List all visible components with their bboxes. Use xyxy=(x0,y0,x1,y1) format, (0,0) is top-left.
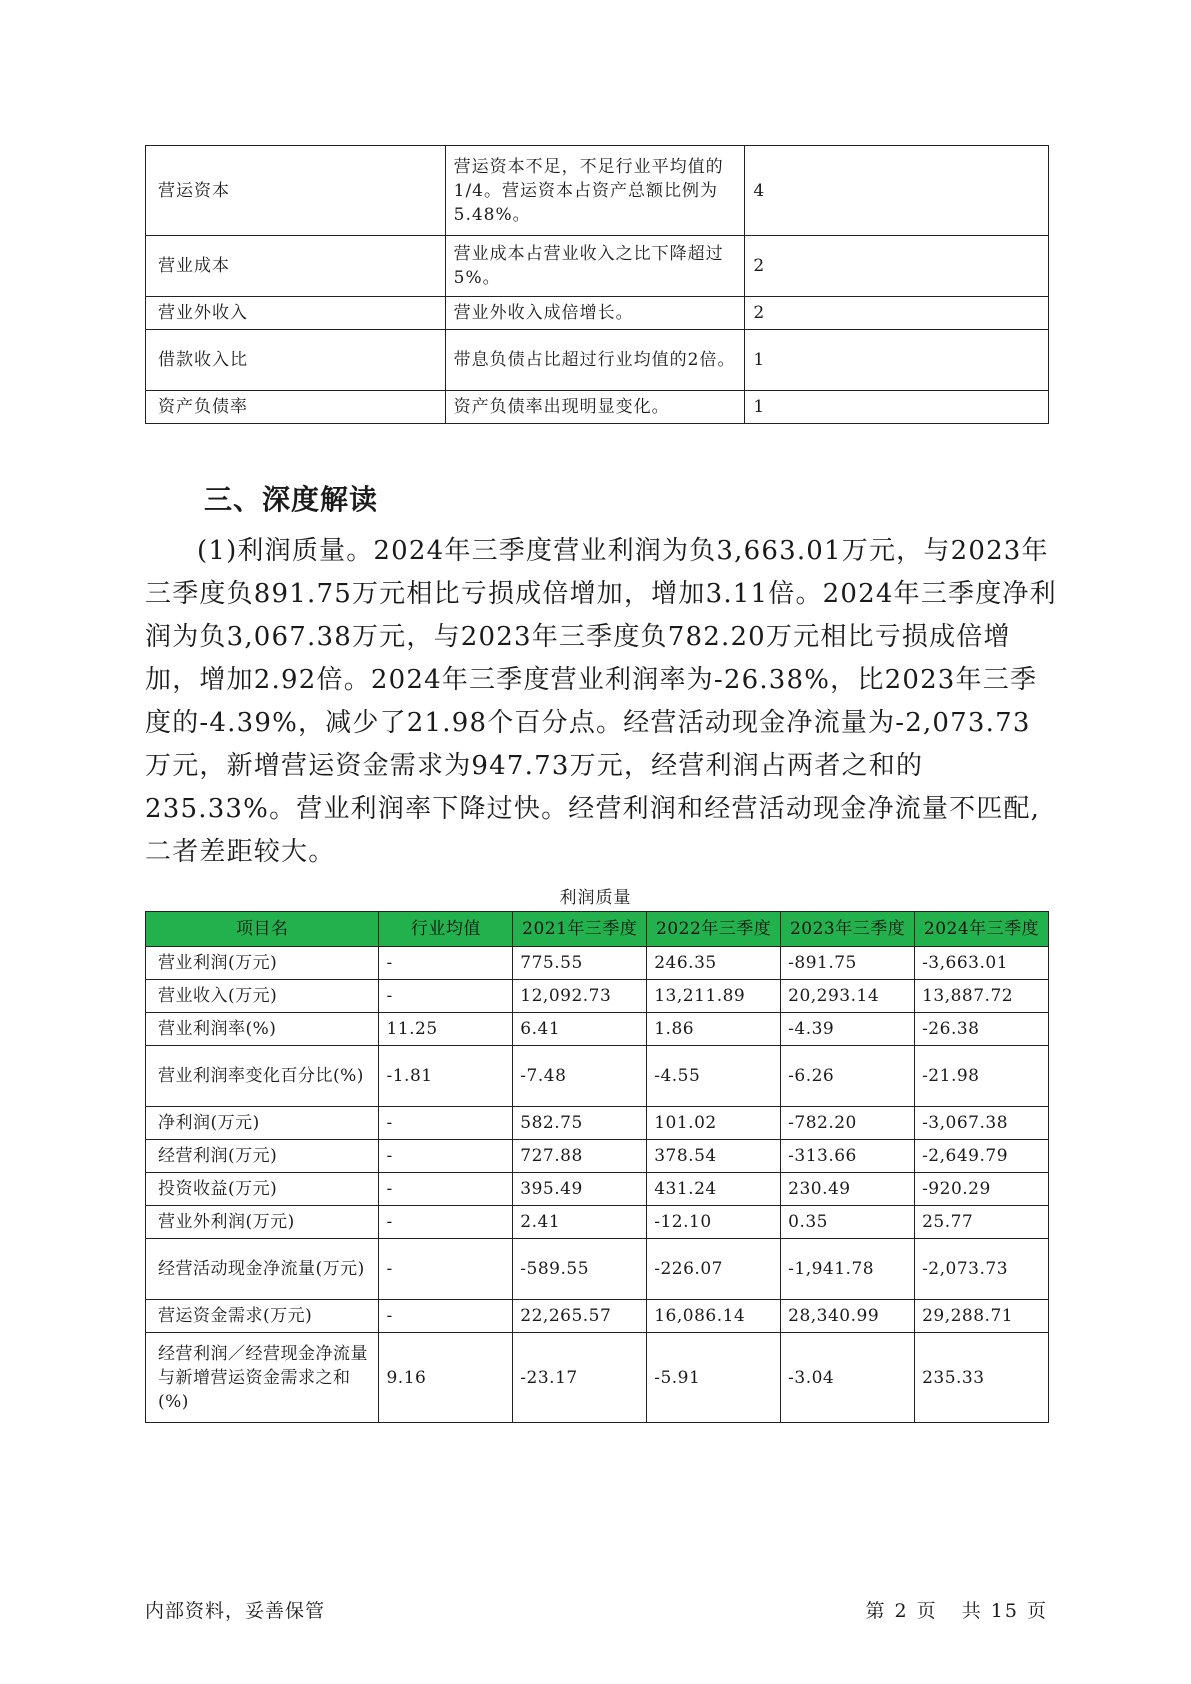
indicator-score: 1 xyxy=(745,391,1049,424)
table-row xyxy=(146,1239,1049,1300)
indicator-score: 2 xyxy=(745,236,1049,297)
table-cell: -2,649.79 xyxy=(915,1140,1049,1173)
section-heading: 三、深度解读 xyxy=(204,483,379,516)
table-cell: -26.38 xyxy=(915,1013,1049,1046)
table-cell: - xyxy=(379,1173,513,1206)
table-cell: -3.04 xyxy=(781,1333,915,1423)
table-cell: -3,067.38 xyxy=(915,1107,1049,1140)
table-cell: 582.75 xyxy=(513,1107,647,1140)
table-cell: -589.55 xyxy=(513,1239,647,1300)
table-cell: -2,073.73 xyxy=(915,1239,1049,1300)
profit-quality-table xyxy=(145,911,1049,1423)
row-label: 营业利润率变化百分比(%) xyxy=(146,1046,379,1107)
table-row xyxy=(146,330,1049,391)
indicator-description: 营运资本不足，不足行业平均值的1/4。营运资本占资产总额比例为5.48%。 xyxy=(445,146,745,236)
table-cell: 1.86 xyxy=(647,1013,781,1046)
indicator-description: 营业成本占营业收入之比下降超过5%。 xyxy=(445,236,745,297)
table-row xyxy=(146,1300,1049,1333)
table-row xyxy=(146,1013,1049,1046)
row-label: 营业外利润(万元) xyxy=(146,1206,379,1239)
table-cell: -6.26 xyxy=(781,1046,915,1107)
table-row xyxy=(146,1107,1049,1140)
footer-confidential-note: 内部资料，妥善保管 xyxy=(145,1600,326,1622)
table-cell: -12.10 xyxy=(647,1206,781,1239)
table-cell: - xyxy=(379,1239,513,1300)
table-cell: 395.49 xyxy=(513,1173,647,1206)
table-cell: -7.48 xyxy=(513,1046,647,1107)
indicator-name: 营业成本 xyxy=(146,236,446,297)
table-cell: 25.77 xyxy=(915,1206,1049,1239)
indicator-name: 营运资本 xyxy=(146,146,446,236)
table-cell: 9.16 xyxy=(379,1333,513,1423)
indicator-description: 带息负债占比超过行业均值的2倍。 xyxy=(445,330,745,391)
table-cell: 230.49 xyxy=(781,1173,915,1206)
table-cell: - xyxy=(379,1140,513,1173)
table-row xyxy=(146,980,1049,1013)
table-cell: -4.39 xyxy=(781,1013,915,1046)
table-cell: - xyxy=(379,947,513,980)
table-cell: 13,887.72 xyxy=(915,980,1049,1013)
table-row xyxy=(146,1333,1049,1423)
table-row xyxy=(146,297,1049,330)
indicator-score: 1 xyxy=(745,330,1049,391)
indicator-score: 4 xyxy=(745,146,1049,236)
indicator-name: 营业外收入 xyxy=(146,297,446,330)
table-cell: 775.55 xyxy=(513,947,647,980)
indicator-name: 资产负债率 xyxy=(146,391,446,424)
row-label: 营业收入(万元) xyxy=(146,980,379,1013)
table-cell: 12,092.73 xyxy=(513,980,647,1013)
column-header: 项目名 xyxy=(146,912,379,947)
row-label: 净利润(万元) xyxy=(146,1107,379,1140)
row-label: 经营利润(万元) xyxy=(146,1140,379,1173)
table-cell: -782.20 xyxy=(781,1107,915,1140)
table-cell: -313.66 xyxy=(781,1140,915,1173)
indicator-description: 营业外收入成倍增长。 xyxy=(445,297,745,330)
row-label: 营业利润率(%) xyxy=(146,1013,379,1046)
table-row xyxy=(146,146,1049,236)
table-header-row xyxy=(146,912,1049,947)
table-cell: -5.91 xyxy=(647,1333,781,1423)
table-row xyxy=(146,1046,1049,1107)
table-cell: -21.98 xyxy=(915,1046,1049,1107)
table-cell: 29,288.71 xyxy=(915,1300,1049,1333)
table-cell: 11.25 xyxy=(379,1013,513,1046)
table-cell: 6.41 xyxy=(513,1013,647,1046)
column-header: 行业均值 xyxy=(379,912,513,947)
table-row xyxy=(146,1140,1049,1173)
table-cell: - xyxy=(379,1300,513,1333)
table-cell: - xyxy=(379,1107,513,1140)
table-cell: 2.41 xyxy=(513,1206,647,1239)
table-cell: 22,265.57 xyxy=(513,1300,647,1333)
profit-table-body xyxy=(146,947,1049,1423)
column-header: 2023年三季度 xyxy=(781,912,915,947)
indicator-description: 资产负债率出现明显变化。 xyxy=(445,391,745,424)
table-cell: 28,340.99 xyxy=(781,1300,915,1333)
table-cell: 13,211.89 xyxy=(647,980,781,1013)
table-cell: -226.07 xyxy=(647,1239,781,1300)
analysis-paragraph: (1)利润质量。2024年三季度营业利润为负3,663.01万元，与2023年三季度负891.75万元相比亏损成倍增加，增加3.11倍。2024年三季度净利润为负3,067.38万元，与2023年三季度负782.20万元相比亏损成倍增加，增加2.92倍。2024年三季度营业利润率为-26.38%，比2023年三季度的-4.39%，减少了21.98个百分点。经营活动现金净流量为-2,073.73万元，新增营运资金需求为947.73万元，经营利润占两者之和的235.33%。营业利润率下降过快。经营利润和经营活动现金净流量不匹配,二者差距较大。 xyxy=(145,536,1057,867)
table-row xyxy=(146,1206,1049,1239)
table-cell: - xyxy=(379,1206,513,1239)
table-cell: 20,293.14 xyxy=(781,980,915,1013)
table-cell: 0.35 xyxy=(781,1206,915,1239)
indicator-score: 2 xyxy=(745,297,1049,330)
table-cell: -4.55 xyxy=(647,1046,781,1107)
table-row xyxy=(146,391,1049,424)
risk-indicator-table xyxy=(145,145,1049,424)
column-header: 2024年三季度 xyxy=(915,912,1049,947)
row-label: 投资收益(万元) xyxy=(146,1173,379,1206)
column-header: 2022年三季度 xyxy=(647,912,781,947)
table-cell: 431.24 xyxy=(647,1173,781,1206)
table-cell: 246.35 xyxy=(647,947,781,980)
table-row xyxy=(146,236,1049,297)
table-cell: -3,663.01 xyxy=(915,947,1049,980)
table-cell: -920.29 xyxy=(915,1173,1049,1206)
table-cell: -1,941.78 xyxy=(781,1239,915,1300)
table-cell: 378.54 xyxy=(647,1140,781,1173)
indicator-name: 借款收入比 xyxy=(146,330,446,391)
table-cell: -23.17 xyxy=(513,1333,647,1423)
footer-page-number: 第 2 页 共 15 页 xyxy=(865,1600,1048,1622)
table-caption: 利润质量 xyxy=(559,888,632,908)
row-label: 经营活动现金净流量(万元) xyxy=(146,1239,379,1300)
table-cell: 16,086.14 xyxy=(647,1300,781,1333)
table-cell: -891.75 xyxy=(781,947,915,980)
table-cell: 101.02 xyxy=(647,1107,781,1140)
row-label: 营业利润(万元) xyxy=(146,947,379,980)
column-header: 2021年三季度 xyxy=(513,912,647,947)
table-row xyxy=(146,947,1049,980)
table-cell: 235.33 xyxy=(915,1333,1049,1423)
table-cell: - xyxy=(379,980,513,1013)
table-cell: 727.88 xyxy=(513,1140,647,1173)
row-label: 经营利润／经营现金净流量与新增营运资金需求之和(%) xyxy=(146,1333,379,1423)
row-label: 营运资金需求(万元) xyxy=(146,1300,379,1333)
table-cell: -1.81 xyxy=(379,1046,513,1107)
table-row xyxy=(146,1173,1049,1206)
